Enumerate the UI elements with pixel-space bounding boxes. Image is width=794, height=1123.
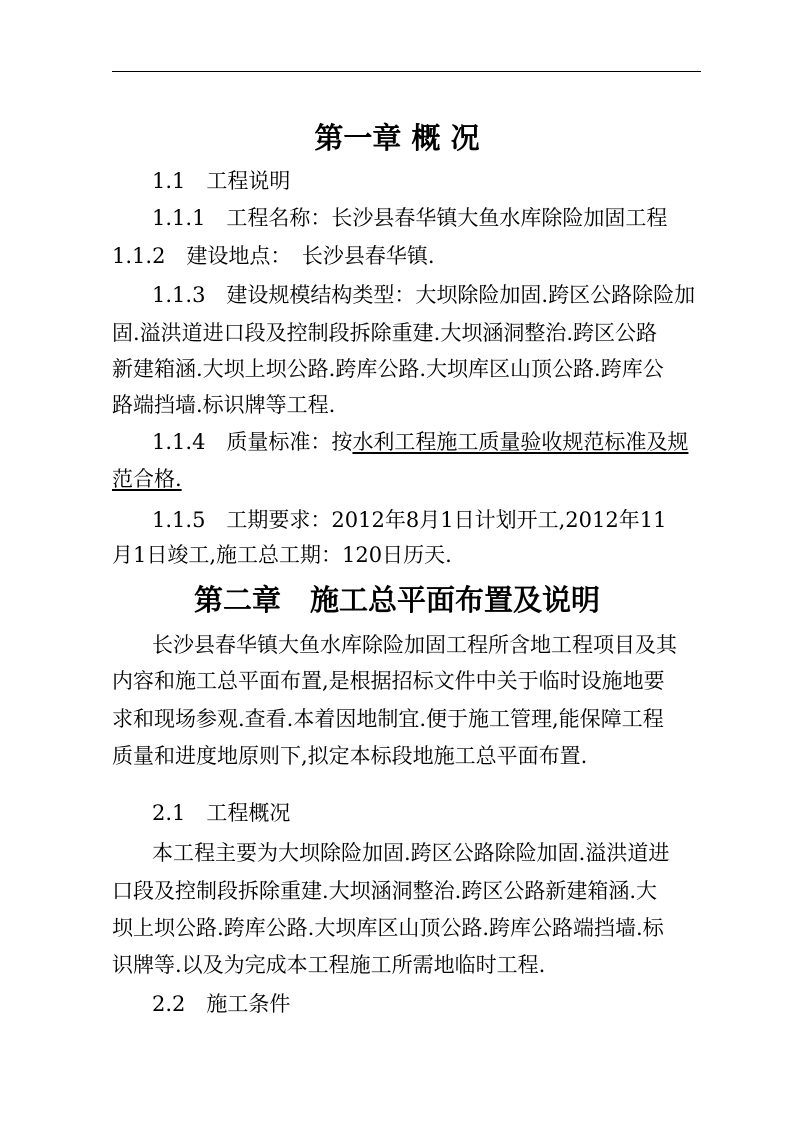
section-2-1-heading: 2.1 工程概况: [152, 801, 291, 825]
intro-line-3: 求和现场参观.查看.本着因地制宜.便于施工管理,能保障工程: [112, 707, 664, 731]
intro-line-4: 质量和进度地原则下,拟定本标段地施工总平面布置.: [112, 744, 588, 768]
scale-line-4: 路端挡墙.标识牌等工程.: [112, 393, 336, 417]
quality-standard-prefix: 1.1.4 质量标准：按: [152, 430, 353, 454]
chapter-1-title: 第一章 概 况: [314, 121, 480, 155]
overview-line-4: 识牌等.以及为完成本工程施工所需地临时工程.: [112, 953, 546, 977]
chapter-2-title: 第二章 施工总平面布置及说明: [193, 583, 600, 617]
intro-line-1: 长沙县春华镇大鱼水库除险加固工程所含地工程项目及其: [152, 633, 677, 657]
overview-line-3: 坝上坝公路.跨库公路.大坝库区山顶公路.跨库公路端挡墙.标: [112, 916, 664, 940]
section-1-1-heading: 1.1 工程说明: [152, 169, 291, 193]
scale-line-3: 新建箱涵.大坝上坝公路.跨库公路.大坝库区山顶公路.跨库公: [112, 357, 664, 381]
quality-standard-underlined-1: 水利工程施工质量验收规范标准及规: [352, 430, 689, 454]
section-2-2-heading: 2.2 施工条件: [152, 992, 291, 1016]
schedule-line-1: 1.1.5 工期要求：2012年8月1日计划开工,2012年11: [152, 508, 667, 532]
header-rule: [112, 71, 701, 72]
quality-standard-line-1: [152, 428, 688, 456]
overview-line-1: 本工程主要为大坝除险加固.跨区公路除险加固.溢洪道进: [152, 841, 670, 865]
project-name-line: 1.1.1 工程名称：长沙县春华镇大鱼水库除险加固工程: [152, 206, 668, 230]
project-location-line: 1.1.2 建设地点： 长沙县春华镇.: [112, 244, 435, 268]
intro-line-2: 内容和施工总平面布置,是根据招标文件中关于临时设施地要: [112, 669, 665, 693]
schedule-line-2: 月1日竣工,施工总工期：120日历天.: [112, 543, 452, 567]
overview-line-2: 口段及控制段拆除重建.大坝涵洞整治.跨区公路新建箱涵.大: [112, 879, 658, 903]
scale-line-1: 1.1.3 建设规模结构类型：大坝除险加固.跨区公路除险加: [152, 283, 696, 307]
quality-standard-line-2: [112, 465, 182, 493]
scale-line-2: 固.溢洪道进口段及控制段拆除重建.大坝涵洞整治.跨区公路: [112, 321, 658, 345]
quality-standard-underlined-2: 范合格.: [112, 467, 182, 491]
